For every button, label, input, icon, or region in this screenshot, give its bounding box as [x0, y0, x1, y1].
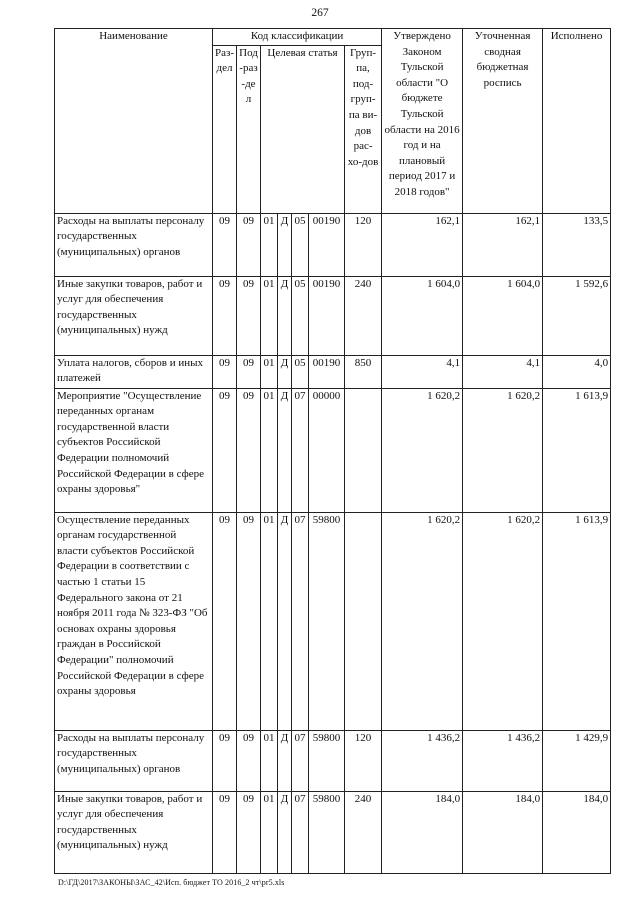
row-expense-group: 240: [345, 276, 382, 355]
row-article-subprogram: Д: [278, 791, 292, 873]
table-row: [55, 276, 611, 355]
row-approved: 184,0: [382, 791, 463, 873]
row-article-program: 01: [261, 388, 278, 512]
header-expense-group: Груп-па, под-груп-па ви-дов рас-хо-дов: [345, 45, 382, 213]
row-approved: 1 620,2: [382, 512, 463, 730]
header-refined-list: Уточненная сводная бюджетная роспись: [463, 29, 543, 214]
row-article-direction: 00000: [309, 388, 345, 512]
row-subsection: 09: [237, 730, 261, 791]
footer-file-path: D:\ГД\2017\ЗАКОНЫ\ЗАС_42\Исп. бюджет ТО 2016_2 чт\pr5.xls: [58, 878, 285, 887]
row-article-program: 01: [261, 730, 278, 791]
row-name: Расходы на выплаты персоналу государственных (муниципальных) органов: [55, 730, 213, 791]
row-expense-group: [345, 512, 382, 730]
row-section: 09: [213, 512, 237, 730]
row-article-direction: 00190: [309, 276, 345, 355]
budget-execution-table: [54, 28, 611, 874]
row-subsection: 09: [237, 355, 261, 388]
row-section: 09: [213, 276, 237, 355]
row-approved: 1 604,0: [382, 276, 463, 355]
table-row: [55, 512, 611, 730]
header-subsection: Под-раз-дел: [237, 45, 261, 213]
table-row: [55, 355, 611, 388]
row-approved: 1 620,2: [382, 388, 463, 512]
row-executed: 4,0: [543, 355, 611, 388]
row-executed: 184,0: [543, 791, 611, 873]
row-article-program: 01: [261, 213, 278, 276]
row-subsection: 09: [237, 791, 261, 873]
row-expense-group: [345, 388, 382, 512]
header-name: Наименование: [55, 29, 213, 214]
row-refined: 1 604,0: [463, 276, 543, 355]
row-article-event: 07: [292, 730, 309, 791]
row-name: Уплата налогов, сборов и иных платежей: [55, 355, 213, 388]
page-number: 267: [311, 7, 329, 19]
row-refined: 4,1: [463, 355, 543, 388]
row-refined: 1 620,2: [463, 388, 543, 512]
row-article-program: 01: [261, 791, 278, 873]
row-expense-group: 120: [345, 730, 382, 791]
row-expense-group: 120: [345, 213, 382, 276]
row-article-event: 05: [292, 213, 309, 276]
row-refined: 184,0: [463, 791, 543, 873]
row-name: Мероприятие "Осуществление переданных органам государственной власти субъектов Российской Федерации полномочий Российской Федерации в сфере охраны здоровья": [55, 388, 213, 512]
row-article-event: 07: [292, 791, 309, 873]
row-article-subprogram: Д: [278, 512, 292, 730]
header-target-article: Целевая статья: [261, 45, 345, 213]
row-refined: 1 436,2: [463, 730, 543, 791]
row-article-subprogram: Д: [278, 730, 292, 791]
row-article-direction: 59800: [309, 791, 345, 873]
row-subsection: 09: [237, 276, 261, 355]
header-executed: Исполнено: [543, 29, 611, 214]
row-article-event: 05: [292, 355, 309, 388]
row-executed: 1 592,6: [543, 276, 611, 355]
row-refined: 162,1: [463, 213, 543, 276]
row-section: 09: [213, 388, 237, 512]
row-article-subprogram: Д: [278, 213, 292, 276]
row-section: 09: [213, 791, 237, 873]
header-classification-code: Код классификации: [213, 29, 382, 46]
row-section: 09: [213, 730, 237, 791]
row-section: 09: [213, 213, 237, 276]
row-approved: 162,1: [382, 213, 463, 276]
row-executed: 133,5: [543, 213, 611, 276]
row-article-subprogram: Д: [278, 355, 292, 388]
row-subsection: 09: [237, 213, 261, 276]
table-row: [55, 730, 611, 791]
row-article-event: 07: [292, 388, 309, 512]
header-approved-law: Утверждено Законом Тульской области "О бюджете Тульской области на 2016 год и на плановый период 2017 и 2018 годов": [382, 29, 463, 214]
table-row: [55, 388, 611, 512]
row-name: Иные закупки товаров, работ и услуг для обеспечения государственных (муниципальных) нужд: [55, 276, 213, 355]
row-approved: 4,1: [382, 355, 463, 388]
row-subsection: 09: [237, 388, 261, 512]
row-article-program: 01: [261, 512, 278, 730]
row-article-event: 07: [292, 512, 309, 730]
row-article-program: 01: [261, 276, 278, 355]
row-name: Иные закупки товаров, работ и услуг для обеспечения государственных (муниципальных) нужд: [55, 791, 213, 873]
row-article-subprogram: Д: [278, 388, 292, 512]
row-refined: 1 620,2: [463, 512, 543, 730]
row-article-direction: 00190: [309, 355, 345, 388]
row-expense-group: 850: [345, 355, 382, 388]
row-expense-group: 240: [345, 791, 382, 873]
row-subsection: 09: [237, 512, 261, 730]
row-article-direction: 59800: [309, 512, 345, 730]
row-executed: 1 429,9: [543, 730, 611, 791]
row-article-program: 01: [261, 355, 278, 388]
row-section: 09: [213, 355, 237, 388]
table-row: [55, 791, 611, 873]
row-executed: 1 613,9: [543, 388, 611, 512]
table-row: [55, 213, 611, 276]
row-article-direction: 00190: [309, 213, 345, 276]
row-article-event: 05: [292, 276, 309, 355]
row-name: Расходы на выплаты персоналу государственных (муниципальных) органов: [55, 213, 213, 276]
header-section: Раз-дел: [213, 45, 237, 213]
row-approved: 1 436,2: [382, 730, 463, 791]
row-article-direction: 59800: [309, 730, 345, 791]
row-name: Осуществление переданных органам государственной власти субъектов Российской Федерации в соответствии с частью 1 статьи 15 Федерального закона от 21 ноября 2011 года № 323-ФЗ "Об основах охраны здоровья граждан в Российской Федерации" полномочий Российской Федерации в сфере охраны здоровья: [55, 512, 213, 730]
row-executed: 1 613,9: [543, 512, 611, 730]
row-article-subprogram: Д: [278, 276, 292, 355]
